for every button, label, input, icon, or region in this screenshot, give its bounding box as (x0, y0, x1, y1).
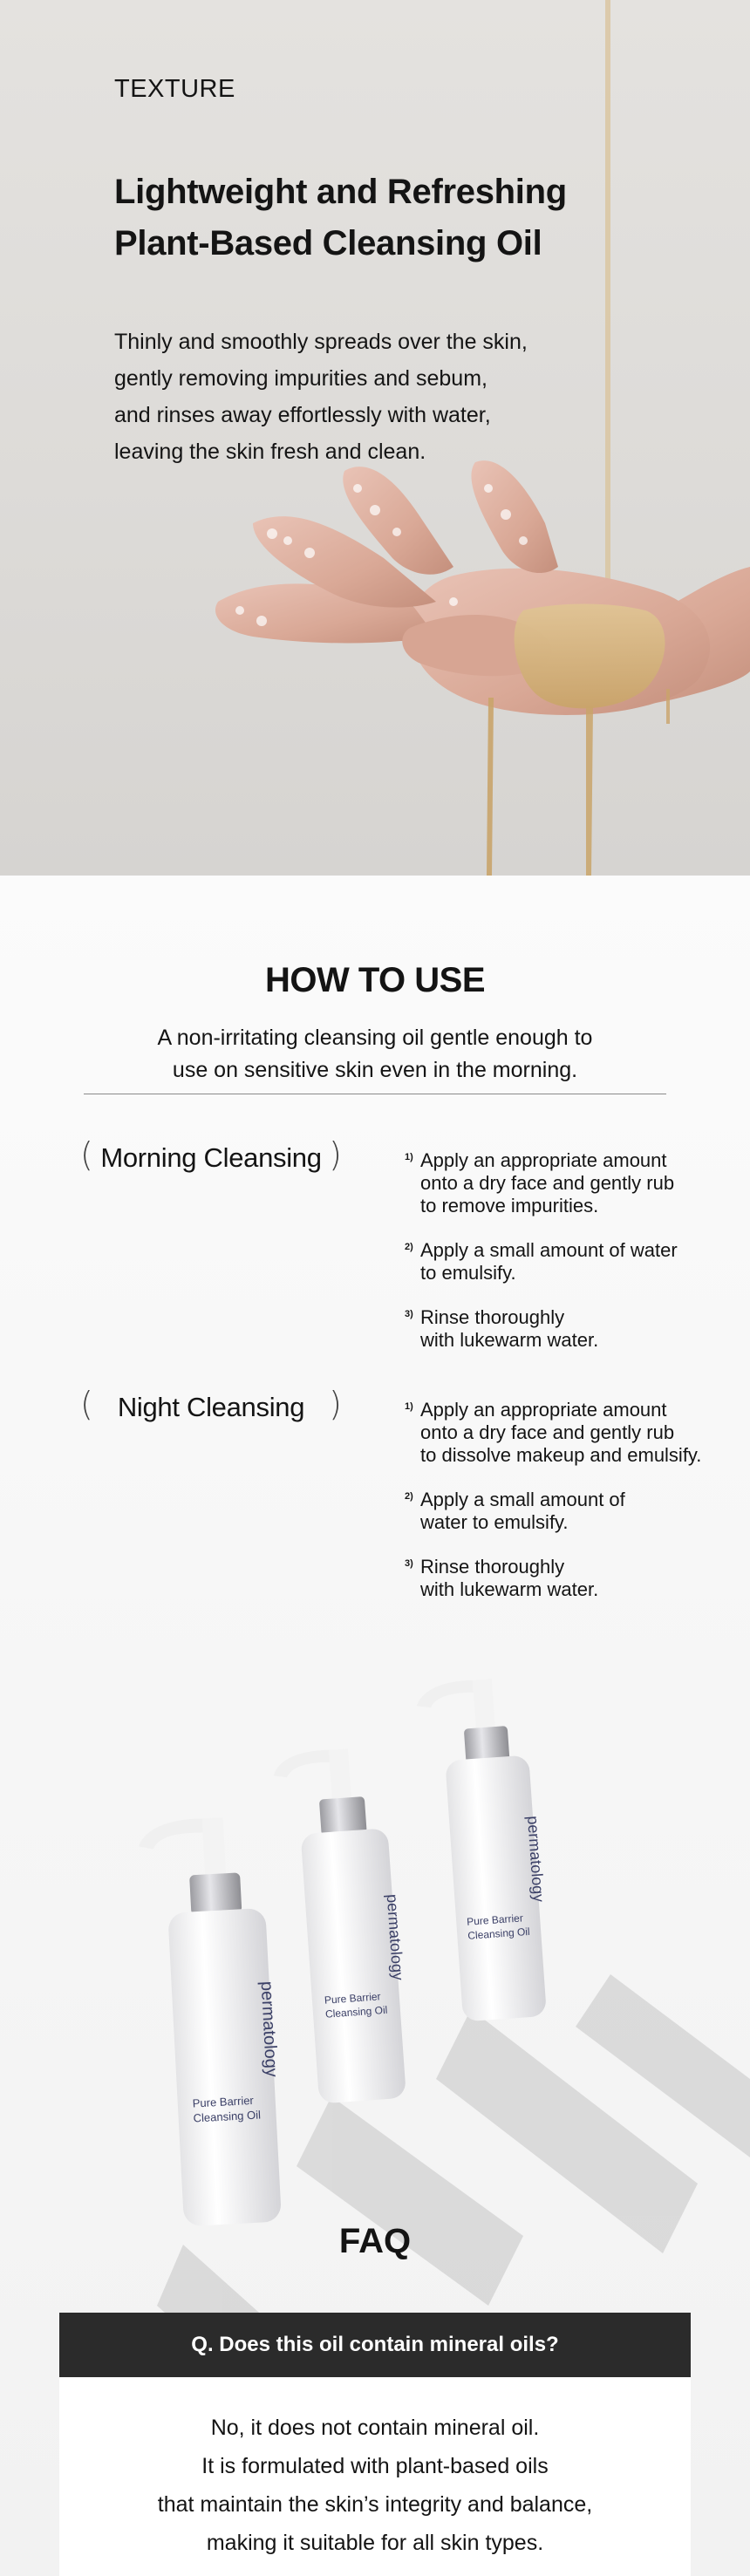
bottle-name-text: Pure Barrier (324, 1990, 381, 2007)
bottle-brand-text: permatology (256, 1980, 282, 2078)
texture-description-line: Thinly and smoothly spreads over the skin, (114, 330, 528, 354)
step-line: Apply an appropriate amount (420, 1149, 667, 1171)
step-line: with lukewarm water. (420, 1578, 599, 1600)
bottle-name-text: Cleansing Oil (324, 2003, 388, 2021)
faq-answer-line: that maintain the skin’s integrity and balance, (157, 2492, 593, 2517)
step-line: to emulsify. (420, 1262, 516, 1284)
texture-description-line: leaving the skin fresh and clean. (114, 440, 426, 464)
step-line: Apply a small amount of water (420, 1239, 678, 1261)
faq-answer-line: No, it does not contain mineral oil. (210, 2416, 540, 2440)
step-line: to remove impurities. (420, 1195, 599, 1216)
faq-answer-line: It is formulated with plant-based oils (201, 2454, 549, 2478)
step-line: Apply a small amount of (420, 1489, 625, 1510)
step-line: water to emulsify. (420, 1511, 569, 1533)
texture-description (114, 324, 655, 470)
bottle-name-text: Pure Barrier (192, 2093, 255, 2110)
right-paren-glyph: ) (329, 1385, 342, 1423)
step-line: onto a dry face and gently rub (420, 1172, 675, 1194)
mode-label: Morning Cleansing (100, 1142, 322, 1173)
step-line: to dissolve makeup and emulsify. (420, 1444, 702, 1466)
step-line: Rinse thoroughly (420, 1306, 565, 1328)
step-line: Rinse thoroughly (420, 1556, 565, 1578)
texture-title-line: Plant-Based Cleansing Oil (114, 224, 542, 262)
bottle-brand-text: permatology (523, 1815, 548, 1903)
step-number: 1) (405, 1401, 413, 1412)
mode-label: Night Cleansing (117, 1392, 305, 1422)
faq-question[interactable]: Q. Does this oil contain mineral oils? (59, 2313, 691, 2377)
step-number: 1) (405, 1152, 413, 1162)
texture-section (0, 0, 750, 876)
how-to-use-title: HOW TO USE (264, 961, 486, 999)
texture-title (114, 167, 655, 269)
step-number: 3) (405, 1558, 413, 1569)
step-line: Apply an appropriate amount (420, 1399, 667, 1421)
texture-description-line: and rinses away effortlessly with water, (114, 403, 491, 427)
right-paren-glyph: ) (329, 1135, 342, 1174)
bottle-brand-text: permatology (383, 1893, 407, 1981)
texture-description-line: gently removing impurities and sebum, (114, 366, 488, 391)
faq-answer (59, 2409, 691, 2562)
step-line: onto a dry face and gently rub (420, 1421, 675, 1443)
bottle-name-text: Cleansing Oil (467, 1925, 531, 1942)
faq-answer-line: making it suitable for all skin types. (206, 2531, 544, 2555)
left-paren-glyph: ( (80, 1385, 93, 1423)
step-number: 3) (405, 1309, 413, 1319)
bottle-name-text: Pure Barrier (466, 1912, 524, 1928)
texture-eyebrow: TEXTURE (114, 75, 235, 103)
how-to-use-section (0, 876, 750, 2576)
texture-text-block (114, 75, 655, 470)
bottle-name-text: Cleansing Oil (193, 2108, 262, 2125)
step-number: 2) (405, 1242, 413, 1252)
left-paren-glyph: ( (80, 1135, 93, 1174)
faq-title: FAQ (338, 2222, 412, 2260)
step-line: with lukewarm water. (420, 1329, 599, 1351)
texture-title-line: Lightweight and Refreshing (114, 173, 567, 211)
step-number: 2) (405, 1491, 413, 1502)
intro-line: A non-irritating cleansing oil gentle enough to (157, 1026, 593, 1050)
intro-line: use on sensitive skin even in the morning. (172, 1058, 578, 1082)
faq-item (59, 2313, 691, 2576)
